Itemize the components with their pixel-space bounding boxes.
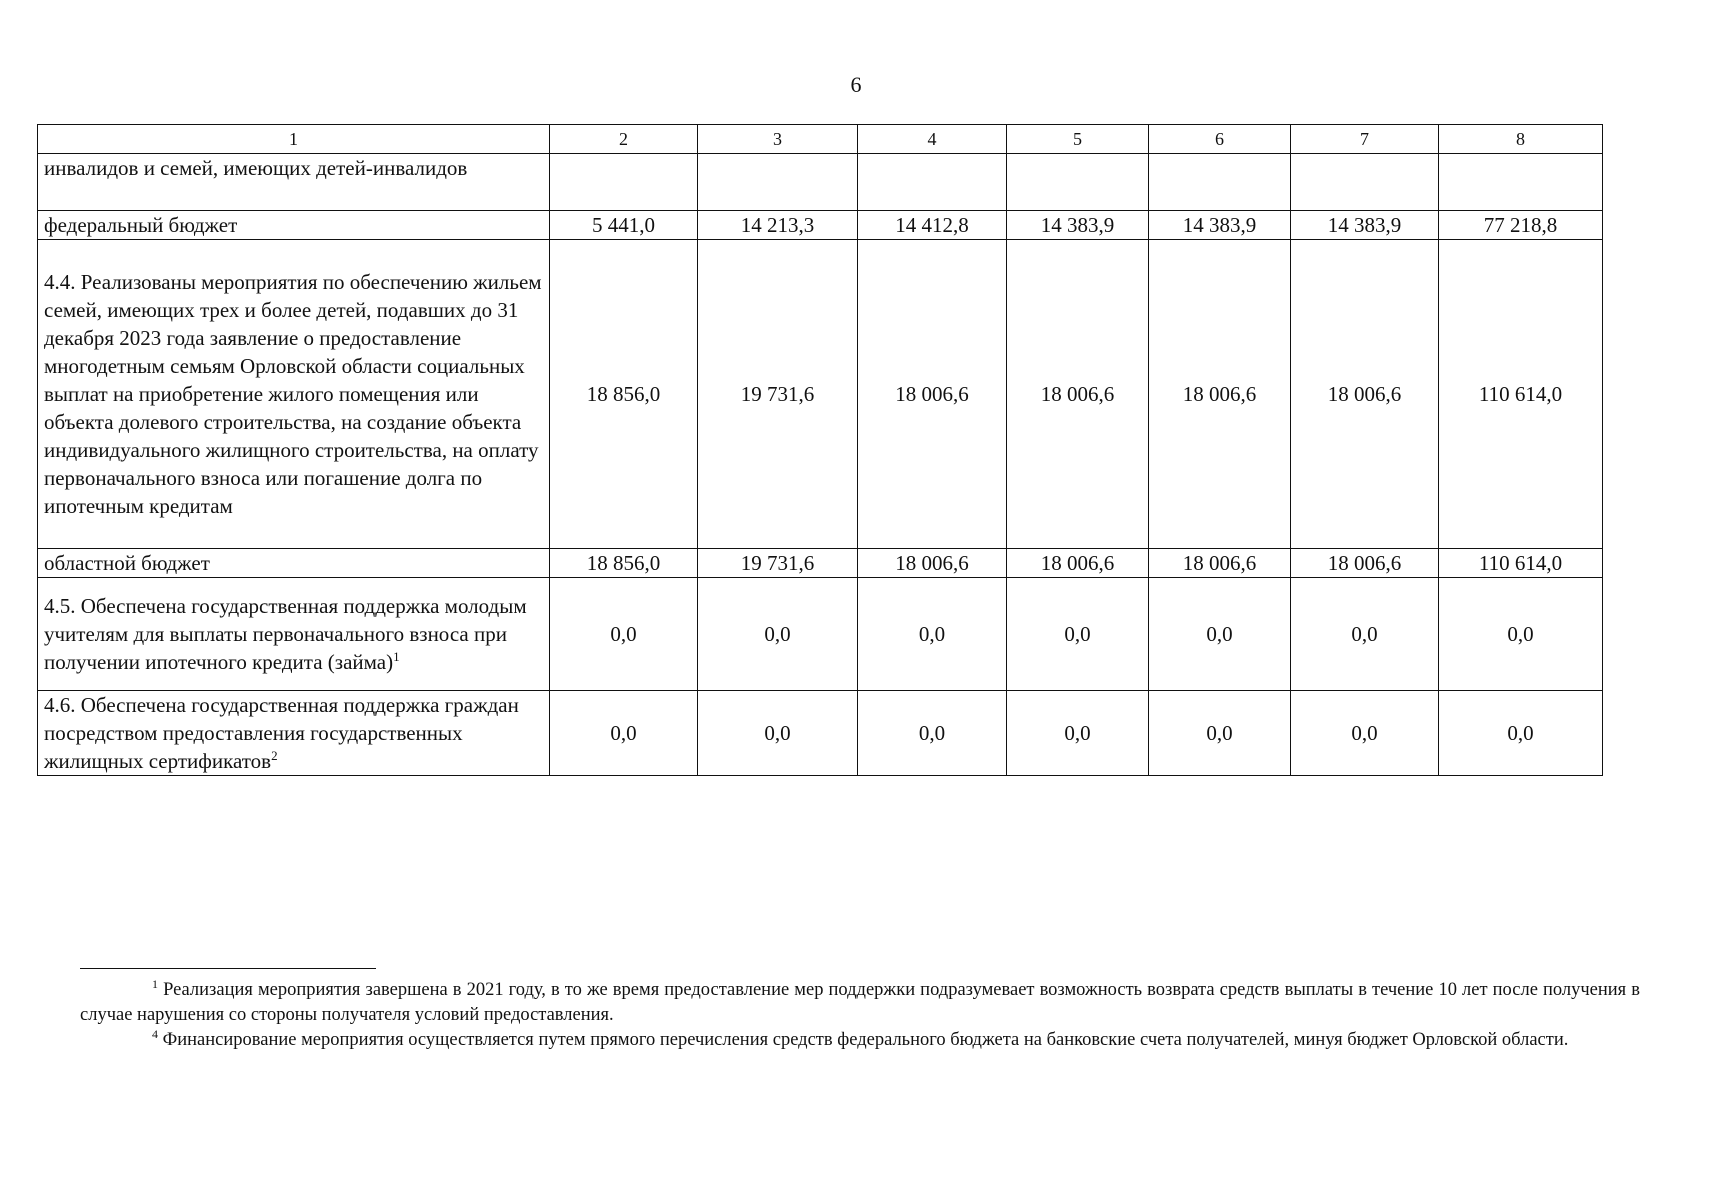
footnote bbox=[80, 978, 1640, 1028]
row-label: инвалидов и семей, имеющих детей-инвалидов bbox=[38, 154, 550, 211]
table-cell: 0,0 bbox=[698, 578, 858, 691]
table-cell bbox=[1007, 154, 1149, 211]
table-row bbox=[38, 154, 1603, 211]
table-row bbox=[38, 549, 1603, 578]
table-cell: 0,0 bbox=[1007, 578, 1149, 691]
footnote-text: Реализация мероприятия завершена в 2021 году, в то же время предоставление мер поддержки подразумевает возможность возврата средств выплаты в течение 10 лет после получения в случае нарушения со стороны получателя условий предоставления. bbox=[80, 980, 1640, 1025]
table-cell: 77 218,8 bbox=[1439, 211, 1603, 240]
table-row bbox=[38, 211, 1603, 240]
table-cell: 110 614,0 bbox=[1439, 549, 1603, 578]
row-label bbox=[38, 578, 550, 691]
table-cell: 18 856,0 bbox=[550, 240, 698, 549]
footnote-ref: 2 bbox=[271, 748, 278, 763]
column-header: 5 bbox=[1007, 125, 1149, 154]
table-cell: 18 006,6 bbox=[1149, 240, 1291, 549]
table-cell: 14 412,8 bbox=[858, 211, 1007, 240]
table-cell: 18 006,6 bbox=[1007, 549, 1149, 578]
table-cell: 18 006,6 bbox=[858, 240, 1007, 549]
column-header: 6 bbox=[1149, 125, 1291, 154]
table-row bbox=[38, 240, 1603, 549]
row-label: 4.4. Реализованы мероприятия по обеспечению жильем семей, имеющих трех и более детей, подавших до 31 декабря 2023 года заявление о предоставление многодетным семьям Орловской области социальных выплат на приобретение жилого помещения или объекта долевого строительства, на создание объекта индивидуального жилищного строительства, на оплату первоначального взноса или погашение долга по ипотечным кредитам bbox=[38, 240, 550, 549]
table-cell: 0,0 bbox=[1291, 691, 1439, 776]
table-cell: 0,0 bbox=[698, 691, 858, 776]
footnote-separator bbox=[80, 968, 376, 969]
footnote-mark: 4 bbox=[152, 1026, 158, 1041]
table-cell: 19 731,6 bbox=[698, 240, 858, 549]
table-cell: 18 006,6 bbox=[1149, 549, 1291, 578]
column-header: 2 bbox=[550, 125, 698, 154]
row-label: областной бюджет bbox=[38, 549, 550, 578]
table-cell bbox=[1149, 154, 1291, 211]
row-label-text: 4.5. Обеспечена государственная поддержка молодым учителям для выплаты первоначального взноса при получении ипотечного кредита (займа) bbox=[44, 594, 527, 674]
table-cell: 14 383,9 bbox=[1291, 211, 1439, 240]
footnote bbox=[80, 1028, 1640, 1053]
table-cell bbox=[1439, 154, 1603, 211]
footnotes bbox=[80, 978, 1640, 1053]
table-cell: 18 006,6 bbox=[1007, 240, 1149, 549]
table-cell: 0,0 bbox=[1291, 578, 1439, 691]
table-cell bbox=[698, 154, 858, 211]
table-cell: 5 441,0 bbox=[550, 211, 698, 240]
row-label bbox=[38, 691, 550, 776]
table-row bbox=[38, 691, 1603, 776]
table-header-row bbox=[38, 125, 1603, 154]
table-cell: 19 731,6 bbox=[698, 549, 858, 578]
column-header: 4 bbox=[858, 125, 1007, 154]
page-number: 6 bbox=[850, 72, 862, 97]
table-cell: 0,0 bbox=[858, 691, 1007, 776]
column-header: 1 bbox=[38, 125, 550, 154]
table-cell: 18 006,6 bbox=[858, 549, 1007, 578]
footnote-text: Финансирование мероприятия осуществляется путем прямого перечисления средств федерального бюджета на банковские счета получателей, минуя бюджет Орловской области. bbox=[158, 1030, 1569, 1050]
table-cell: 110 614,0 bbox=[1439, 240, 1603, 549]
column-header: 8 bbox=[1439, 125, 1603, 154]
row-label: федеральный бюджет bbox=[38, 211, 550, 240]
table-cell bbox=[1291, 154, 1439, 211]
table-cell: 14 383,9 bbox=[1149, 211, 1291, 240]
footnote-ref: 1 bbox=[393, 649, 400, 664]
table-cell bbox=[550, 154, 698, 211]
row-label-text: 4.6. Обеспечена государственная поддержка граждан посредством предоставления государственных жилищных сертификатов bbox=[44, 693, 519, 773]
table-cell: 0,0 bbox=[1439, 578, 1603, 691]
column-header: 3 bbox=[698, 125, 858, 154]
table-cell: 0,0 bbox=[858, 578, 1007, 691]
table-cell: 18 006,6 bbox=[1291, 240, 1439, 549]
table-cell bbox=[858, 154, 1007, 211]
column-header: 7 bbox=[1291, 125, 1439, 154]
table-cell: 18 856,0 bbox=[550, 549, 698, 578]
table-cell: 18 006,6 bbox=[1291, 549, 1439, 578]
table-cell: 0,0 bbox=[550, 578, 698, 691]
table-cell: 0,0 bbox=[1149, 578, 1291, 691]
table-cell: 14 383,9 bbox=[1007, 211, 1149, 240]
table-row bbox=[38, 578, 1603, 691]
program-funding-table bbox=[37, 124, 1603, 776]
footnote-mark: 1 bbox=[152, 976, 158, 991]
table-cell: 14 213,3 bbox=[698, 211, 858, 240]
table-cell: 0,0 bbox=[1149, 691, 1291, 776]
table-cell: 0,0 bbox=[1007, 691, 1149, 776]
table-cell: 0,0 bbox=[550, 691, 698, 776]
table-cell: 0,0 bbox=[1439, 691, 1603, 776]
